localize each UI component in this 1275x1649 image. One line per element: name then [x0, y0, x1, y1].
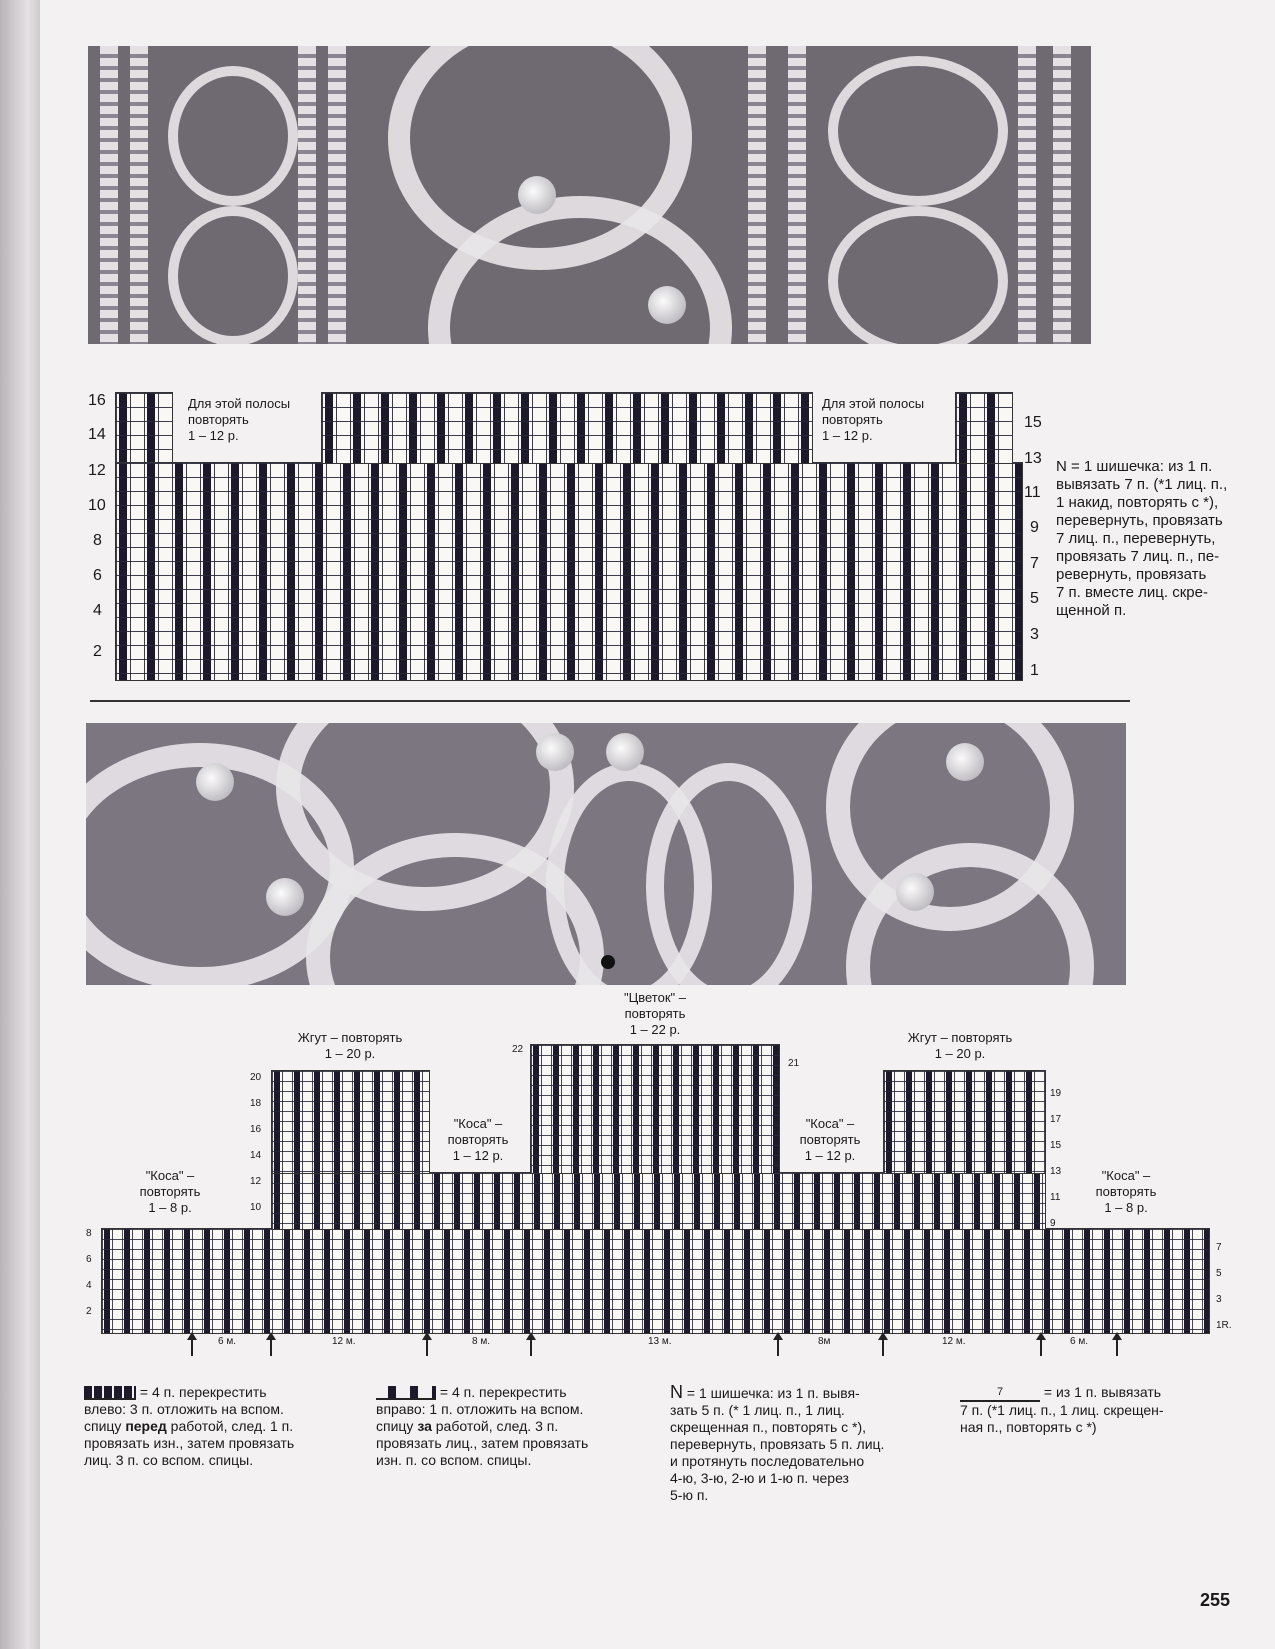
label-cable-right: Жгут – повторять 1 – 20 р.	[907, 1030, 1013, 1061]
row-number-left: 16	[250, 1124, 262, 1135]
row-number-left: 2	[86, 1306, 92, 1317]
row-number-left: 8	[93, 532, 102, 549]
chart-top-right-column	[955, 392, 1013, 464]
width-label: 13 м.	[648, 1336, 672, 1347]
row-number-right: 13	[1024, 450, 1042, 467]
legend-bobble-5: N = 1 шишечка: из 1 п. вывя- зать 5 п. (* 1 лиц. п., 1 лиц. скрещенная п., повторять с *), перевернуть, провязать 5 п. лиц. и протянуть последовательно 4-ю, 3-ю, 2-ю и 1-ю п. через 5-ю п.	[670, 1382, 885, 1503]
section-arrow	[426, 1334, 428, 1356]
row-number-left: 16	[88, 392, 106, 409]
row-number-left: 10	[250, 1202, 262, 1213]
repeat-label-right: Для этой полосы повторять 1 – 12 р.	[822, 396, 925, 443]
section-arrow	[270, 1334, 272, 1356]
section-arrow	[1116, 1334, 1118, 1356]
row-number-right: 5	[1030, 590, 1039, 607]
row-number-right: 15	[1050, 1140, 1062, 1151]
row-number-right: 11	[1024, 484, 1041, 501]
section-divider	[90, 700, 1130, 702]
right-cross-symbol-icon	[376, 1386, 436, 1400]
label-flower: "Цветок" – повторять 1 – 22 р.	[624, 990, 686, 1037]
increase-seven-symbol-icon: 7	[960, 1384, 1040, 1402]
width-label: 8м	[818, 1336, 831, 1347]
row-number-left: 2	[93, 643, 102, 660]
row-number-left: 18	[250, 1098, 262, 1109]
section-arrow	[1040, 1334, 1042, 1356]
chart-bottom-cable-left	[271, 1070, 430, 1174]
row-number-left: 4	[86, 1280, 92, 1291]
bobble-1	[518, 176, 556, 214]
label-braid-far-right: "Коса" – повторять 1 – 8 р.	[1095, 1168, 1157, 1215]
row-number-right: 5	[1216, 1268, 1222, 1279]
row-number-right: 17	[1050, 1114, 1062, 1125]
legend-left-cross: = 4 п. перекрестить влево: 3 п. отложить на вспом. спицу перед работой, след. 1 п. провязать изн., затем провязать лиц. 3 п. со вспом. спицы.	[84, 1384, 295, 1468]
label-cable-left: Жгут – повторять 1 – 20 р.	[297, 1030, 403, 1061]
bobble-symbol-icon: N	[670, 1382, 683, 1402]
row-number-left: 20	[250, 1072, 262, 1083]
row-number-right: 3	[1216, 1294, 1222, 1305]
width-label: 12 м.	[942, 1336, 966, 1347]
row-number-left: 14	[88, 426, 106, 443]
row-number-left: 10	[88, 497, 106, 514]
chart-bottom-base	[101, 1228, 1210, 1334]
bobble-note-top: N = 1 шишечка: из 1 п. вывязать 7 п. (*1 лиц. п., 1 накид, повторять с *), перевернуть, провязать 7 лиц. п., перевернуть, провязать 7 лиц. п., пе- ревернуть, провязать 7 п. вместе лиц. скре- щенной п.	[1056, 458, 1228, 619]
page-number: 255	[1200, 1590, 1231, 1610]
section-arrow	[882, 1334, 884, 1356]
section-arrow	[777, 1334, 779, 1356]
row-number-left: 14	[250, 1150, 262, 1161]
legend-right-cross: = 4 п. перекрестить вправо: 1 п. отложить на вспом. спицу за работой, след. 3 п. провязать лиц., затем провязать изн. п. со вспом. спицы.	[376, 1384, 589, 1468]
row-number-right: 19	[1050, 1088, 1062, 1099]
row-number-left: 12	[88, 462, 106, 479]
section-arrow	[530, 1334, 532, 1356]
row-number-right: 7	[1030, 555, 1039, 572]
repeat-label-left: Для этой полосы повторять 1 – 12 р.	[188, 396, 291, 443]
book-spine-shadow	[0, 0, 40, 1649]
legend-seven: 7 = из 1 п. вывязать 7 п. (*1 лиц. п., 1 лиц. скрещен- ная п., повторять с *)	[960, 1384, 1164, 1436]
row-number-right: 3	[1030, 626, 1039, 643]
row-number-right: 9	[1030, 519, 1039, 536]
knit-photo-bottom	[86, 723, 1126, 985]
row-number-right: 1R.	[1216, 1320, 1232, 1331]
row-number-left: 4	[93, 602, 102, 619]
width-label: 6 м.	[1070, 1336, 1088, 1347]
chart-bottom-cable-right	[883, 1070, 1046, 1174]
width-label: 12 м.	[332, 1336, 356, 1347]
row-number-right: 9	[1050, 1218, 1056, 1229]
row-number-22: 22	[512, 1044, 524, 1055]
chart-bottom-flower	[530, 1044, 780, 1174]
knit-photo-top	[88, 46, 1091, 344]
row-number-right: 11	[1050, 1192, 1061, 1203]
row-number-left: 12	[250, 1176, 262, 1187]
row-number-right: 13	[1050, 1166, 1062, 1177]
chart-top-main	[115, 462, 1023, 681]
label-braid-mid-right: "Коса" – повторять 1 – 12 р.	[799, 1116, 861, 1163]
section-arrow	[191, 1334, 193, 1356]
row-number-left: 6	[93, 567, 102, 584]
row-number-left: 6	[86, 1254, 92, 1265]
row-number-21: 21	[788, 1058, 800, 1069]
chart-top-center-block	[321, 392, 813, 464]
label-braid-mid-left: "Коса" – повторять 1 – 12 р.	[447, 1116, 509, 1163]
row-number-left: 8	[86, 1228, 92, 1239]
bobble-2	[648, 286, 686, 324]
row-number-right: 1	[1030, 662, 1039, 679]
label-braid-far-left: "Коса" – повторять 1 – 8 р.	[139, 1168, 201, 1215]
left-cross-symbol-icon	[84, 1386, 136, 1400]
row-number-right: 15	[1024, 414, 1042, 431]
width-label: 6 м.	[218, 1336, 236, 1347]
width-label: 8 м.	[472, 1336, 490, 1347]
row-number-right: 7	[1216, 1242, 1222, 1253]
chart-bottom-braid-cable-band	[271, 1172, 1046, 1230]
